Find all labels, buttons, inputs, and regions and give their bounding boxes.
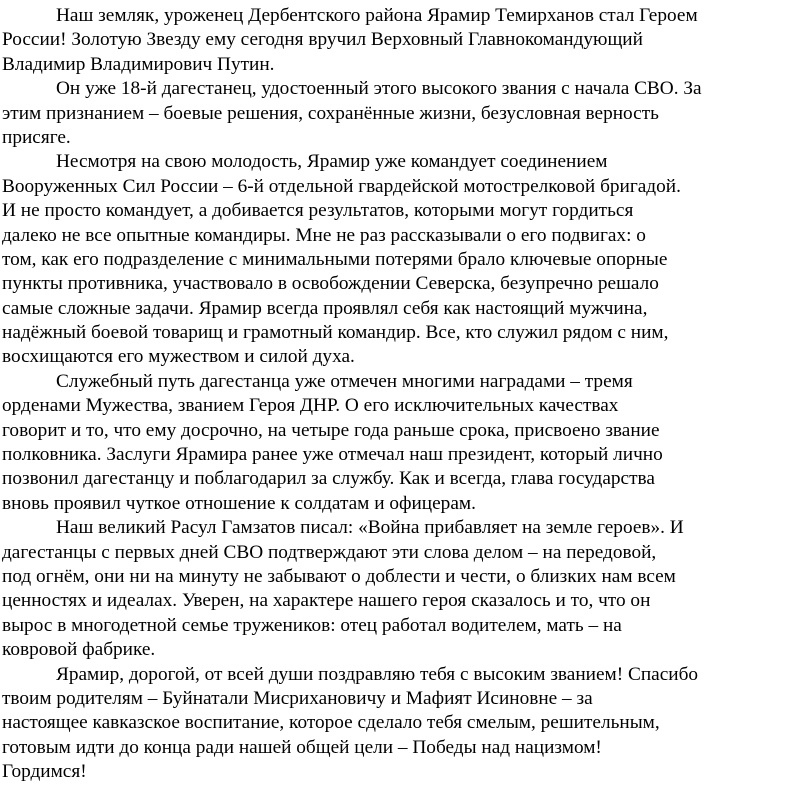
text-line: готовым идти до конца ради нашей общей цели – Победы над нацизмом! [2, 736, 602, 758]
text-line: под огнём, они ни на минуту не забывают о доблести и чести, о близких нам всем [2, 565, 676, 587]
text-line: далеко не все опытные командиры. Мне не раз рассказывали о его подвигах: о [2, 224, 646, 246]
text-line: присяге. [2, 126, 71, 148]
text-line: И не просто командует, а добивается результатов, которыми могут гордиться [2, 200, 634, 222]
text-line: Наш великий Расул Гамзатов писал: «Война прибавляет на земле героев». И [56, 517, 684, 539]
text-line: Наш земляк, уроженец Дербентского района Ярамир Темирханов стал Героем [56, 5, 698, 26]
text-line: Несмотря на свою молодость, Ярамир уже командует соединением [56, 151, 608, 173]
text-line: орденами Мужества, званием Героя ДНР. О его исключительных качествах [2, 395, 619, 417]
text-line: Служебный путь дагестанца уже отмечен многими наградами – тремя [56, 370, 633, 392]
text-line: самые сложные задачи. Ярамир всегда проявлял себя как настоящий мужчина, [2, 297, 648, 319]
text-line: вновь проявил чуткое отношение к солдатам и офицерам. [2, 492, 476, 514]
text-line: Вооруженных Сил России – 6-й отдельной гвардейской мотострелковой бригадой. [2, 175, 681, 197]
text-line: твоим родителям – Буйнатали Мисрихановичу и Мафият Исиновне – за [2, 687, 593, 709]
text-line: говорит и то, что ему досрочно, на четыре года раньше срока, присвоено звание [2, 419, 660, 441]
text-line: восхищаются его мужеством и силой духа. [2, 346, 355, 368]
text-line: пункты противника, участвовало в освобождении Северска, безупречно решало [2, 273, 659, 295]
text-line: России! Золотую Звезду ему сегодня вручил Верховный Главнокомандующий [2, 29, 643, 51]
text-line: этим признанием – боевые решения, сохранённые жизни, безусловная верность [2, 102, 659, 124]
text-line: настоящее кавказское воспитание, которое сделало тебя смелым, решительным, [2, 712, 660, 734]
text-line: Он уже 18-й дагестанец, удостоенный этого высокого звания с начала СВО. За [56, 78, 702, 100]
text-line: дагестанцы с первых дней СВО подтверждают эти слова делом – на передовой, [2, 541, 657, 563]
text-line: позвонил дагестанцу и поблагодарил за службу. Как и всегда, глава государства [2, 468, 655, 490]
text-line: надёжный боевой товарищ и грамотный командир. Все, кто служил рядом с ним, [2, 322, 669, 344]
text-line: Ярамир, дорогой, от всей души поздравляю тебя с высоким званием! Спасибо [56, 663, 699, 685]
text-line: вырос в многодетной семье тружеников: отец работал водителем, мать – на [2, 614, 622, 636]
text-line: Владимир Владимирович Путин. [2, 53, 275, 75]
text-line: ценностях и идеалах. Уверен, на характере нашего героя сказалось и то, что он [2, 590, 651, 612]
text-line: ковровой фабрике. [2, 639, 156, 661]
text-line: том, как его подразделение с минимальными потерями брало ключевые опорные [2, 248, 668, 270]
text-line: полковника. Заслуги Ярамира ранее уже отмечал наш президент, который лично [2, 444, 663, 466]
text-line: Гордимся! [2, 761, 87, 783]
